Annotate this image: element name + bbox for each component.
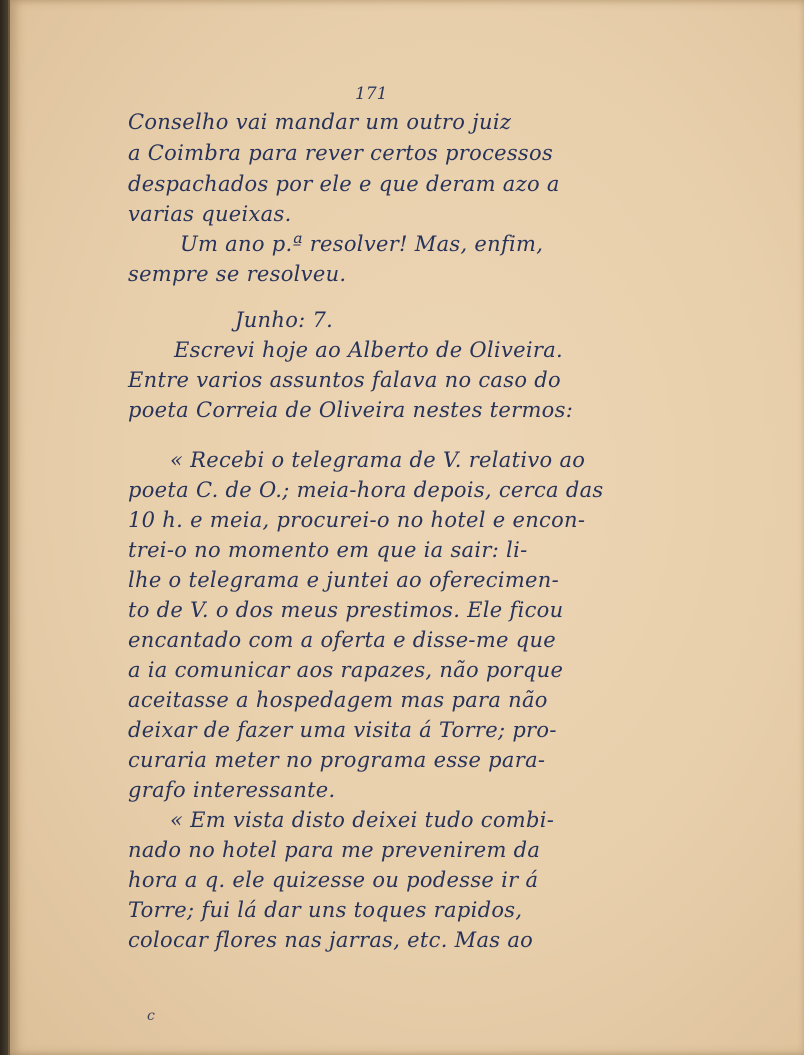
- manuscript-line: « Em vista disto deixei tudo combi-: [170, 808, 555, 832]
- manuscript-line: « Recebi o telegrama de V. relativo ao: [170, 448, 586, 472]
- manuscript-line: Torre; fui lá dar uns toques rapidos,: [128, 898, 523, 922]
- entry-date-heading: Junho: 7.: [235, 308, 334, 332]
- manuscript-line: trei-o no momento em que ia sair: li-: [128, 538, 528, 562]
- manuscript-page: [8, 0, 804, 1055]
- manuscript-line: Entre varios assuntos falava no caso do: [128, 368, 561, 392]
- manuscript-line: curaria meter no programa esse para-: [128, 748, 546, 772]
- manuscript-line: despachados por ele e que deram azo a: [128, 172, 560, 196]
- manuscript-line: lhe o telegrama e juntei ao oferecimen-: [128, 568, 559, 592]
- manuscript-line: sempre se resolveu.: [128, 262, 347, 286]
- manuscript-line: deixar de fazer uma visita á Torre; pro-: [128, 718, 557, 742]
- manuscript-line: a ia comunicar aos rapazes, não porque: [128, 658, 564, 682]
- manuscript-line: grafo interessante.: [128, 778, 336, 802]
- manuscript-line: encantado com a oferta e disse-me que: [128, 628, 557, 652]
- book-spine: [0, 0, 8, 1055]
- manuscript-line: Conselho vai mandar um outro juiz: [128, 110, 512, 134]
- manuscript-line: aceitasse a hospedagem mas para não: [128, 688, 548, 712]
- manuscript-line: Um ano p.ª resolver! Mas, enfim,: [180, 232, 544, 256]
- manuscript-line: a Coimbra para rever certos processos: [128, 141, 554, 165]
- manuscript-line: Escrevi hoje ao Alberto de Oliveira.: [174, 338, 563, 362]
- manuscript-line: poeta C. de O.; meia-hora depois, cerca das: [128, 478, 604, 502]
- manuscript-line: hora a q. ele quizesse ou podesse ir á: [128, 868, 539, 892]
- manuscript-line: 10 h. e meia, procurei-o no hotel e encon-: [128, 508, 586, 532]
- manuscript-line: poeta Correia de Oliveira nestes termos:: [128, 398, 574, 422]
- manuscript-line: to de V. o dos meus prestimos. Ele ficou: [128, 598, 564, 622]
- manuscript-line: nado no hotel para me prevenirem da: [128, 838, 541, 862]
- pencil-mark: c: [147, 1008, 155, 1024]
- manuscript-line: colocar flores nas jarras, etc. Mas ao: [128, 928, 534, 952]
- manuscript-line: varias queixas.: [128, 202, 292, 226]
- page-number: 171: [355, 84, 388, 104]
